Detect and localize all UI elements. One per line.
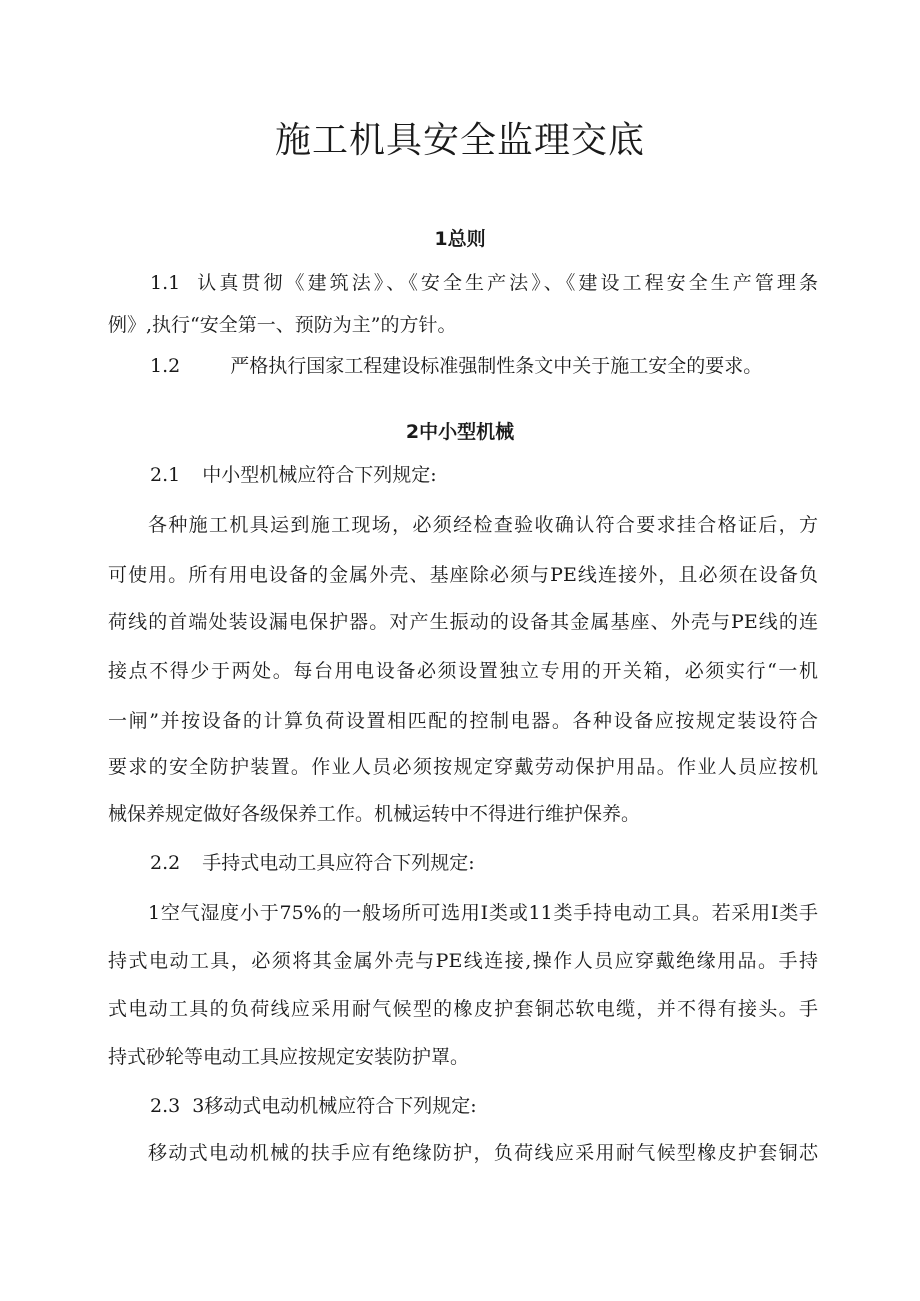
clause-2-1-para-line-7: 械保养规定做好各级保养工作。机械运转中不得进行维护保养。 bbox=[108, 803, 641, 825]
section-heading-small-machinery: 2中小型机械 bbox=[405, 421, 515, 443]
clause-2-1 bbox=[150, 463, 860, 487]
clause-number: 1.2 bbox=[150, 355, 181, 377]
clause-1-2 bbox=[150, 354, 860, 378]
clause-text: 中小型机械应符合下列规定: bbox=[202, 464, 437, 486]
clause-2-3 bbox=[150, 1094, 860, 1118]
clause-2-2 bbox=[150, 851, 860, 875]
clause-1-1-line-1 bbox=[150, 271, 818, 295]
clause-2-1-para-line-3: 荷线的首端处装设漏电保护器。对产生振动的设备其金属基座、外壳与PE线的连 bbox=[108, 611, 818, 633]
clause-number: 2.2 bbox=[150, 852, 181, 874]
clause-2-2-para-line-1: 1空气湿度小于75%的一般场所可选用I类或11类手持电动工具。若采用I类手 bbox=[148, 902, 818, 924]
clause-2-1-para-line-5: 一闸”并按设备的计算负荷设置相匹配的控制电器。各种设备应按规定装设符合 bbox=[108, 710, 818, 732]
clause-1-1-line-2: 例》,执行“安全第一、预防为主”的方针。 bbox=[108, 314, 457, 336]
clause-text: 严格执行国家工程建设标准强制性条文中关于施工安全的要求。 bbox=[230, 355, 763, 377]
clause-number: 2.3 bbox=[150, 1095, 181, 1117]
clause-2-2-para-line-3: 式电动工具的负荷线应采用耐气候型的橡皮护套铜芯软电缆，并不得有接头。手 bbox=[108, 998, 818, 1020]
clause-text: 手持式电动工具应符合下列规定: bbox=[202, 852, 475, 874]
clause-text: 认真贯彻《建筑法》、《安全生产法》、《建设工程安全生产管理条 bbox=[194, 272, 818, 294]
clause-number: 1.1 bbox=[150, 272, 181, 294]
clause-2-2-para-line-4: 持式砂轮等电动工具应按规定安装防护罩。 bbox=[108, 1046, 470, 1068]
clause-2-1-para-line-4: 接点不得少于两处。每台用电设备必须设置独立专用的开关箱，必须实行“一机 bbox=[108, 660, 818, 682]
clause-text: 3移动式电动机械应符合下列规定: bbox=[192, 1095, 477, 1117]
clause-2-1-para-line-6: 要求的安全防护装置。作业人员必须按规定穿戴劳动保护用品。作业人员应按机 bbox=[108, 756, 818, 778]
clause-2-2-para-line-2: 持式电动工具，必须将其金属外壳与PE线连接,操作人员应穿戴绝缘用品。手持 bbox=[108, 950, 818, 972]
section-heading-general: 1总则 bbox=[434, 228, 486, 250]
document-title: 施工机具安全监理交底 bbox=[274, 120, 645, 161]
clause-number: 2.1 bbox=[150, 464, 181, 486]
clause-2-1-para-line-2: 可使用。所有用电设备的金属外壳、基座除必须与PE线连接外，且必须在设备负 bbox=[108, 564, 818, 586]
clause-2-1-para-line-1: 各种施工机具运到施工现场，必须经检查验收确认符合要求挂合格证后，方 bbox=[148, 514, 818, 536]
clause-2-3-para-line-1: 移动式电动机械的扶手应有绝缘防护，负荷线应采用耐气候型橡皮护套铜芯 bbox=[148, 1142, 818, 1164]
